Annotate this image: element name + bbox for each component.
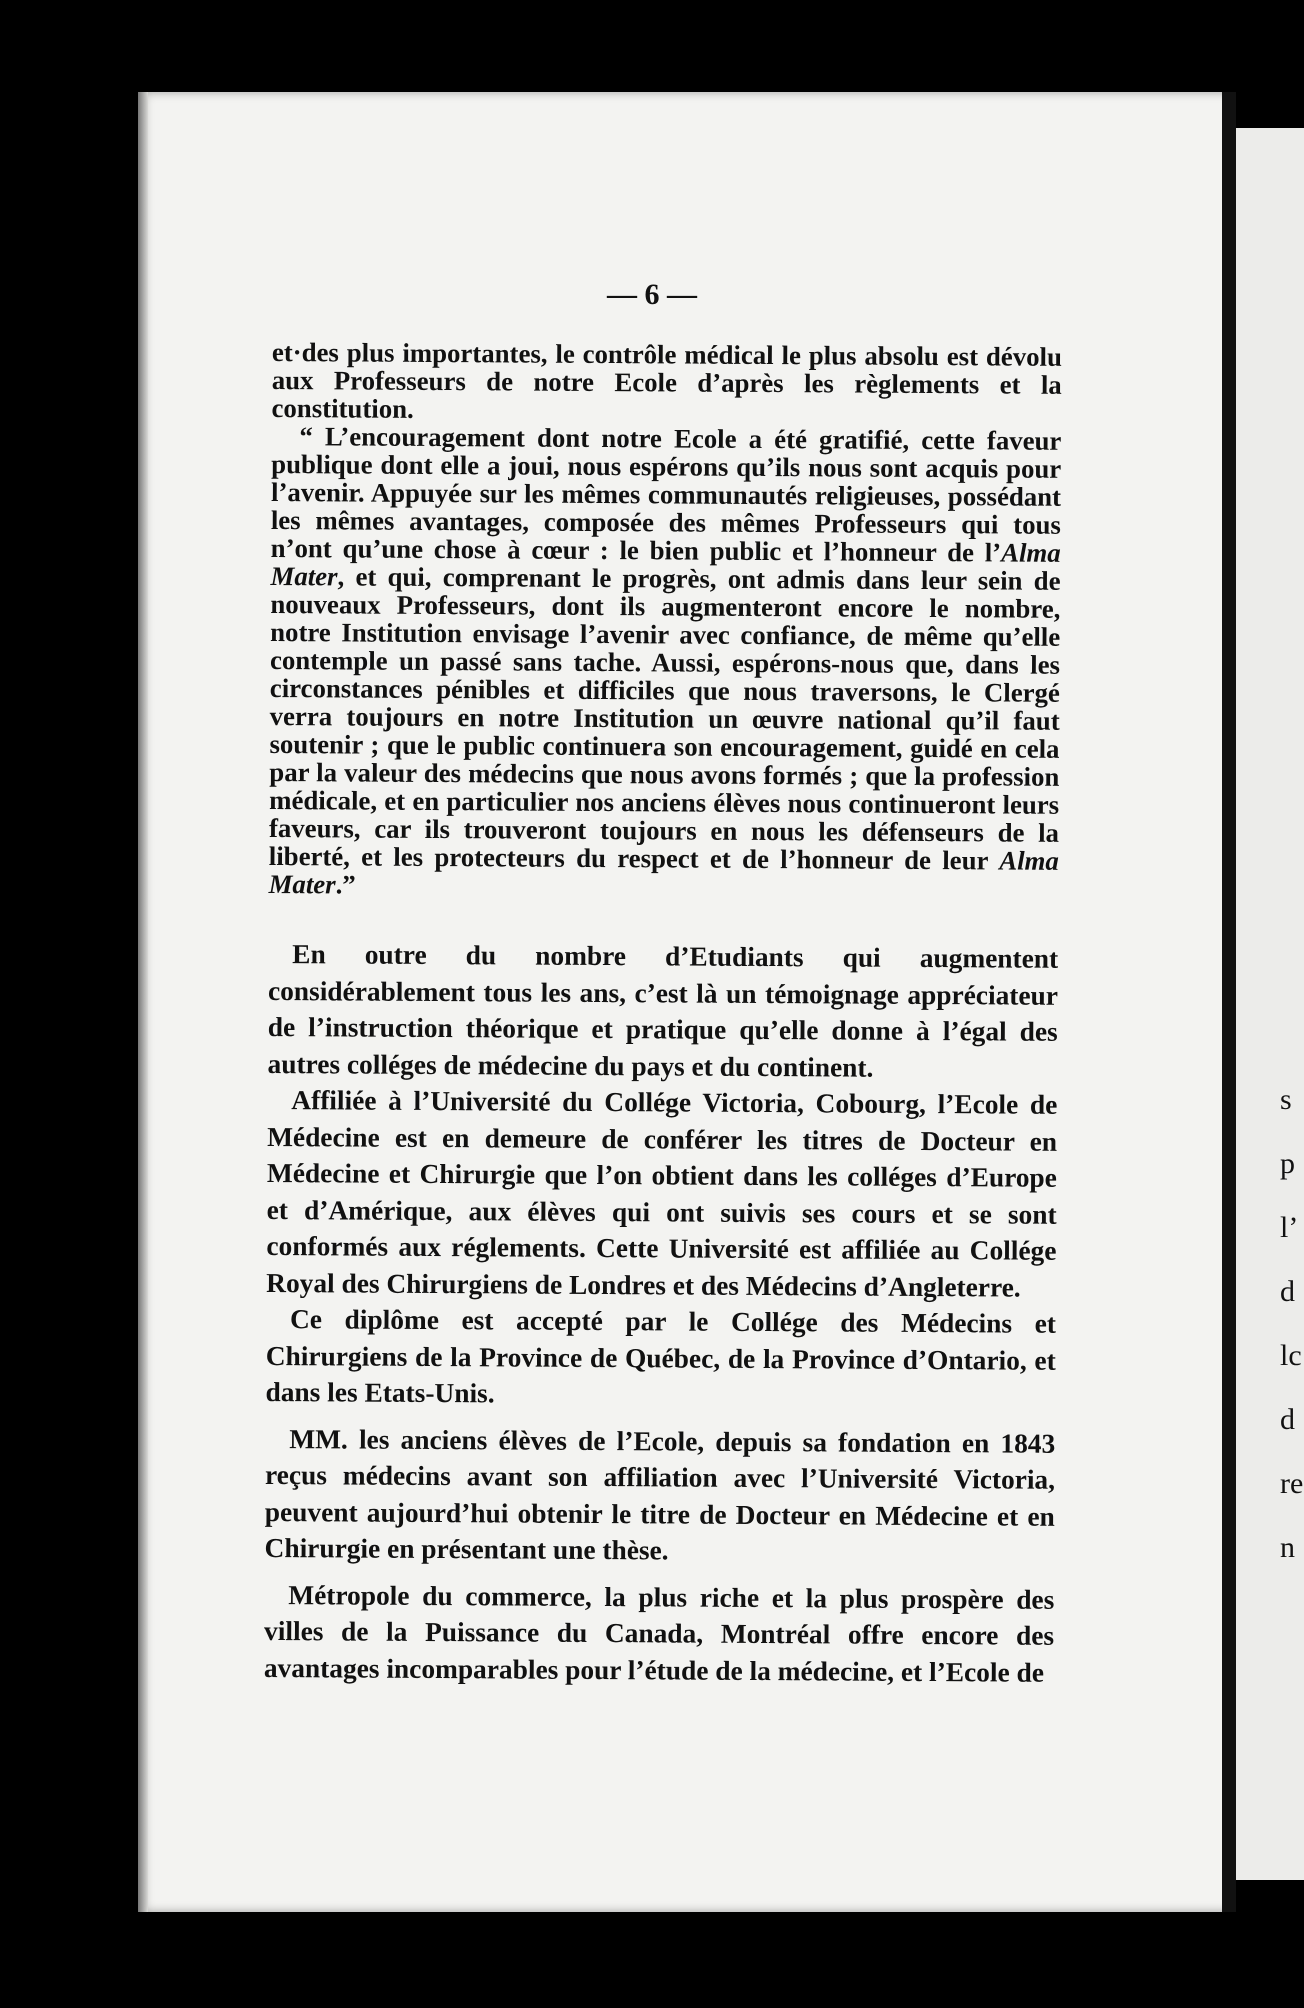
quotation-part: “ L’encouragement dont notre Ecole a été gratifié, cette faveur publique dont elle a joui, nous espérons qu’ils nous sont acquis pour l’avenir. Appuyée sur les mêmes communautés religieuses, possédant les mêmes avantages, composée des mêmes Professeurs qui tous n’ont qu’une chose à cœur : le bien public et l’honneur de l’ [270,421,1062,568]
paragraph-diploma: Ce diplôme est accepté par le Collége des Médecins et Chirurgiens de la Province de Québec, de la Province d’Ontario, et dans les Etats-Unis. [265,1304,1057,1409]
adjacent-page [1236,128,1304,1880]
page-number: — 6 — [607,278,697,311]
adjacent-letter: d [1280,1275,1295,1308]
section-gap [268,898,1058,941]
paragraph-former-students: MM. les anciens élèves de l’Ecole, depuis sa fondation en 1843 reçus médecins avant son affiliation avec l’Université Victoria, peuvent aujourd’hui obtenir le titre de Docteur en Médecine et en Chirurgie en présentant une thèse. [264,1423,1056,1566]
adjacent-letter: re [1280,1467,1304,1500]
paragraph-affiliation: Affiliée à l’Université du Collége Victoria, Cobourg, l’Ecole de Médecine est en demeure de conférer les titres de Docteur en Médecine et Chirurgie que l’on obtient dans les colléges d’Europe et d’Amérique, aux élèves qui ont suivis ses cours et se sont conformés aux réglements. Cette Université est affiliée au Collége Royal des Chirurgiens de Londres et des Médecins d’Angleterre. [266,1085,1058,1303]
adjacent-letter: p [1280,1147,1295,1180]
alma-mater-italic: Alma Mater [270,537,1061,592]
adjacent-letter: lc [1280,1339,1302,1372]
quotation-end: .” [335,869,356,900]
paragraph-montreal: Métropole du commerce, la plus riche et la plus prospère des villes de la Puissance du Canada, Montréal offre encore des avantages incomparables pour l’étude de la médecine, et l’Ecole de [263,1579,1055,1688]
quotation-part: , et qui, comprenant le progrès, ont admis dans leur sein de nouveaux Professeurs, dont ils augmenteront encore le nombre, notre Institution envisage l’avenir avec confiance, de même qu’elle contemple un passé sans tache. Aussi, espérons-nous que, dans les circonstances pénibles et difficiles que nous traversons, le Clergé verra toujours en notre Institution un œuvre national qu’il faut soutenir ; que le public continuera son encouragement, guidé en cela par la valeur des médecins que nous avons formés ; que la profession médicale, et en particulier nos anciens élèves nous continueront leurs faveurs, car ils trouveront toujours en nous les défenseurs de la liberté, et les protecteurs du respect et de l’honneur de leur [268,561,1061,876]
adjacent-letter: n [1280,1531,1295,1564]
paragraph-quotation [269,422,1062,903]
adjacent-letter: l’ [1280,1211,1299,1244]
page-gutter [1222,92,1236,1912]
page-binding-edge [138,92,148,1912]
paragraph-constitution: et·des plus importantes, le contrôle médical le plus absolu est dévolu aux Professeurs de notre Ecole d’après les règlements et la constitution. [271,337,1062,424]
adjacent-letter: d [1280,1403,1295,1436]
alma-mater-italic: Alma Mater [268,845,1059,900]
page-text [264,338,1062,1691]
adjacent-letter: s [1280,1083,1292,1116]
paragraph-students: En outre du nombre d’Etudiants qui augmentent considérablement tous les ans, c’est là un témoignage appréciateur de l’instruction théorique et pratique qu’elle donne à l’égal des autres colléges de médecine du pays et du continent. [267,939,1059,1083]
adjacent-page-letters [1280,1068,1303,1580]
